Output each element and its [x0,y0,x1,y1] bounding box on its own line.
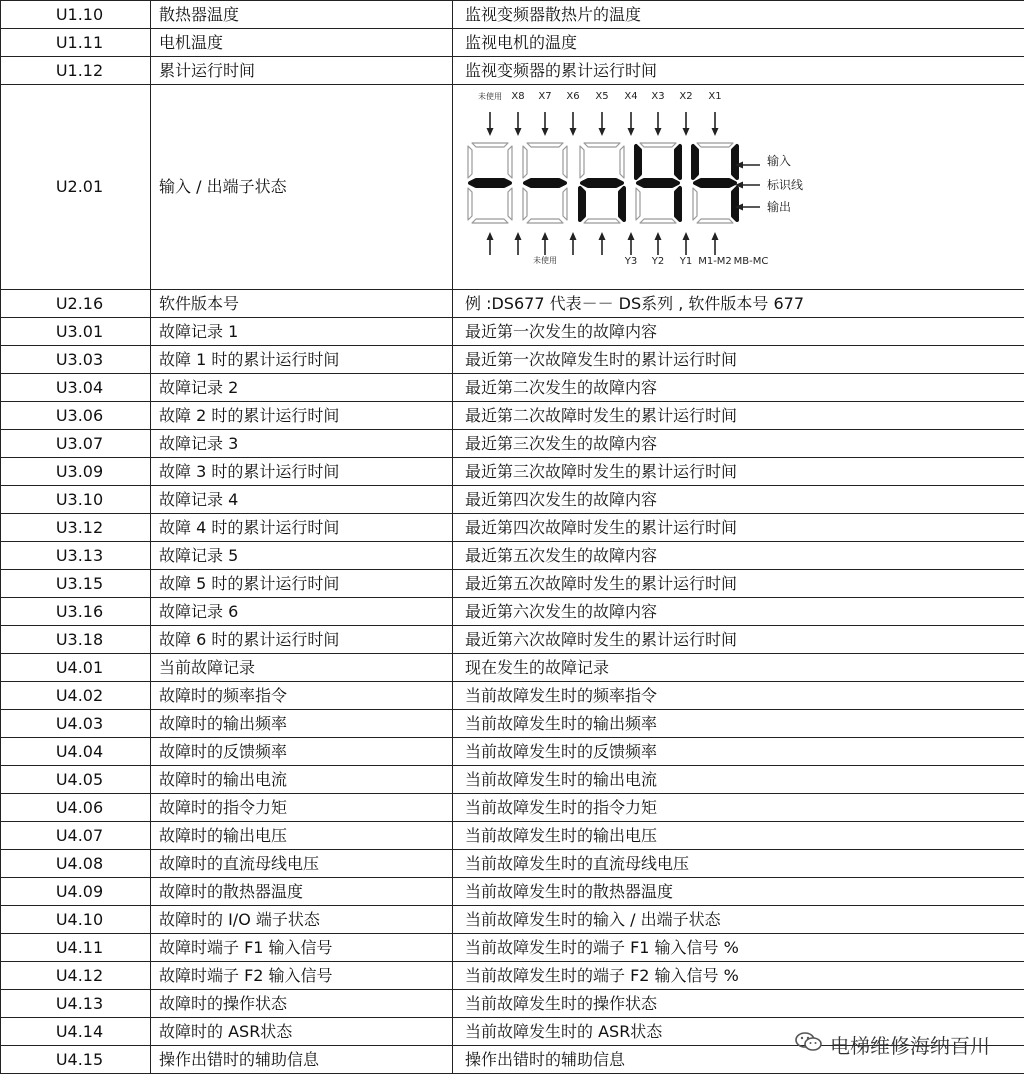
param-code: U4.07 [1,822,151,850]
table-row [1,766,1024,794]
param-name: 故障时的直流母线电压 [151,850,453,878]
bottom-label: 未使用 [533,256,557,265]
param-description: 当前故障发生时的反馈频率 [453,738,1024,766]
param-description: 当前故障发生时的指令力矩 [453,794,1024,822]
param-description: 监视电机的温度 [453,29,1024,57]
bottom-label: Y2 [651,256,665,267]
param-description: 当前故障发生时的散热器温度 [453,878,1024,906]
down-arrow-icon [599,112,606,136]
param-description: 最近第一次发生的故障内容 [453,318,1024,346]
param-description: 现在发生的故障记录 [453,654,1024,682]
param-name: 故障记录 4 [151,486,453,514]
param-code: U4.04 [1,738,151,766]
watermark [794,1030,990,1059]
param-name: 故障记录 1 [151,318,453,346]
table-row [1,570,1024,598]
terminal-status-diagram [453,85,1023,289]
table-row [1,990,1024,1018]
up-arrow-icon [628,232,635,255]
param-description: 操作出错时的辅助信息 [453,1046,1024,1074]
table-row [1,542,1024,570]
top-label: X4 [624,91,638,102]
up-arrow-icon [542,232,549,255]
param-code: U4.09 [1,878,151,906]
param-description: 当前故障发生时的操作状态 [453,990,1024,1018]
down-arrow-icon [570,112,577,136]
param-name: 故障时的输出频率 [151,710,453,738]
io-diagram-svg [453,85,1023,289]
table-row [1,962,1024,990]
table-row [1,85,1024,290]
bottom-label: Y3 [624,256,638,267]
table-row [1,402,1024,430]
param-name: 故障记录 6 [151,598,453,626]
param-description: 当前故障发生时的端子 F2 输入信号 % [453,962,1024,990]
down-arrow-icon [487,112,494,136]
param-description: 最近第三次发生的故障内容 [453,430,1024,458]
param-code: U4.11 [1,934,151,962]
param-name: 当前故障记录 [151,654,453,682]
param-description: 当前故障发生时的输出电压 [453,822,1024,850]
param-code: U3.18 [1,626,151,654]
up-arrow-icon [712,232,719,255]
table-row [1,486,1024,514]
param-description [453,85,1024,290]
param-description: 当前故障发生时的直流母线电压 [453,850,1024,878]
table-row [1,710,1024,738]
param-code: U4.01 [1,654,151,682]
param-name: 故障时的频率指令 [151,682,453,710]
param-description: 当前故障发生时的输出频率 [453,710,1024,738]
param-code: U4.12 [1,962,151,990]
wechat-icon [794,1030,824,1059]
table-row [1,598,1024,626]
table-row [1,626,1024,654]
top-label: X6 [566,91,580,102]
param-name: 故障时的输出电流 [151,766,453,794]
table-row [1,1,1024,29]
param-name: 故障时端子 F1 输入信号 [151,934,453,962]
param-code: U4.05 [1,766,151,794]
param-name: 故障时的反馈频率 [151,738,453,766]
table-row [1,934,1024,962]
param-code: U3.06 [1,402,151,430]
param-code: U4.13 [1,990,151,1018]
table-row [1,682,1024,710]
param-description: 最近第二次发生的故障内容 [453,374,1024,402]
param-description: 监视变频器的累计运行时间 [453,57,1024,85]
down-arrow-icon [683,112,690,136]
param-name: 输入 / 出端子状态 [151,85,453,290]
param-code: U4.02 [1,682,151,710]
param-code: U4.14 [1,1018,151,1046]
param-code: U4.15 [1,1046,151,1074]
table-row [1,794,1024,822]
param-code: U4.03 [1,710,151,738]
up-arrow-icon [487,232,494,255]
table-row [1,346,1024,374]
table-row [1,738,1024,766]
param-name: 故障时的 ASR状态 [151,1018,453,1046]
param-name: 操作出错时的辅助信息 [151,1046,453,1074]
param-code: U1.12 [1,57,151,85]
seven-segment-digit [468,143,512,223]
side-label: 标识线 [767,178,804,192]
param-code: U3.10 [1,486,151,514]
param-name: 故障时的散热器温度 [151,878,453,906]
param-description: 当前故障发生时的输出电流 [453,766,1024,794]
param-description: 当前故障发生时的输入 / 出端子状态 [453,906,1024,934]
top-label: X8 [511,91,525,102]
param-name: 故障记录 2 [151,374,453,402]
table-row [1,654,1024,682]
down-arrow-icon [515,112,522,136]
table-row [1,430,1024,458]
param-code: U3.12 [1,514,151,542]
table-row [1,57,1024,85]
param-code: U3.15 [1,570,151,598]
param-name: 故障时的操作状态 [151,990,453,1018]
table-row [1,822,1024,850]
param-name: 故障 4 时的累计运行时间 [151,514,453,542]
up-arrow-icon [655,232,662,255]
param-description: 最近第四次故障时发生的累计运行时间 [453,514,1024,542]
param-description: 最近第六次发生的故障内容 [453,598,1024,626]
param-description: 监视变频器散热片的温度 [453,1,1024,29]
side-label: 输出 [767,200,792,214]
param-name: 故障时的指令力矩 [151,794,453,822]
param-name: 故障时端子 F2 输入信号 [151,962,453,990]
table-row [1,290,1024,318]
bottom-label: M1-M2 [698,256,732,267]
seven-segment-digit [580,143,624,223]
param-code: U4.06 [1,794,151,822]
table-row [1,850,1024,878]
up-arrow-icon [683,232,690,255]
seven-segment-digit [693,143,737,223]
up-arrow-icon [570,232,577,255]
param-name: 故障 5 时的累计运行时间 [151,570,453,598]
param-name: 故障 6 时的累计运行时间 [151,626,453,654]
param-name: 故障时的 I/O 端子状态 [151,906,453,934]
param-description: 最近第一次故障发生时的累计运行时间 [453,346,1024,374]
param-description: 最近第五次发生的故障内容 [453,542,1024,570]
up-arrow-icon [599,232,606,255]
up-arrow-icon [515,232,522,255]
param-code: U1.11 [1,29,151,57]
param-name: 软件版本号 [151,290,453,318]
seven-segment-digit [636,143,680,223]
param-name: 故障记录 5 [151,542,453,570]
down-arrow-icon [628,112,635,136]
param-name: 故障 1 时的累计运行时间 [151,346,453,374]
table-row [1,318,1024,346]
param-name: 累计运行时间 [151,57,453,85]
param-description: 当前故障发生时的频率指令 [453,682,1024,710]
param-code: U3.09 [1,458,151,486]
param-name: 故障 3 时的累计运行时间 [151,458,453,486]
bottom-label: MB-MC [733,256,769,267]
bottom-label: Y1 [679,256,693,267]
down-arrow-icon [655,112,662,136]
side-label: 输入 [767,154,792,168]
down-arrow-icon [712,112,719,136]
top-label: 未使用 [478,92,502,101]
param-code: U2.01 [1,85,151,290]
param-description: 例 :DS677 代表－－ DS系列 , 软件版本号 677 [453,290,1024,318]
param-description: 最近第六次故障时发生的累计运行时间 [453,626,1024,654]
param-description: 最近第五次故障时发生的累计运行时间 [453,570,1024,598]
table-row [1,374,1024,402]
param-description: 当前故障发生时的 ASR状态 [453,1018,1024,1046]
table-row [1,29,1024,57]
param-name: 电机温度 [151,29,453,57]
param-code: U3.03 [1,346,151,374]
table-row [1,878,1024,906]
top-label: X5 [595,91,609,102]
top-label: X7 [538,91,552,102]
param-code: U4.10 [1,906,151,934]
param-description: 最近第三次故障时发生的累计运行时间 [453,458,1024,486]
top-label: X3 [651,91,665,102]
table-row [1,514,1024,542]
param-code: U2.16 [1,290,151,318]
param-code: U3.04 [1,374,151,402]
seven-segment-digit [523,143,567,223]
param-description: 最近第四次发生的故障内容 [453,486,1024,514]
param-code: U3.13 [1,542,151,570]
param-code: U1.10 [1,1,151,29]
param-name: 故障 2 时的累计运行时间 [151,402,453,430]
param-code: U4.08 [1,850,151,878]
param-description: 最近第二次故障时发生的累计运行时间 [453,402,1024,430]
table-row [1,906,1024,934]
watermark-text: 电梯维修海纳百川 [830,1034,990,1058]
param-code: U3.01 [1,318,151,346]
table-row [1,458,1024,486]
param-code: U3.07 [1,430,151,458]
param-name: 故障记录 3 [151,430,453,458]
param-name: 散热器温度 [151,1,453,29]
top-label: X2 [679,91,693,102]
param-code: U3.16 [1,598,151,626]
param-name: 故障时的输出电压 [151,822,453,850]
top-label: X1 [708,91,722,102]
down-arrow-icon [542,112,549,136]
param-description: 当前故障发生时的端子 F1 输入信号 % [453,934,1024,962]
